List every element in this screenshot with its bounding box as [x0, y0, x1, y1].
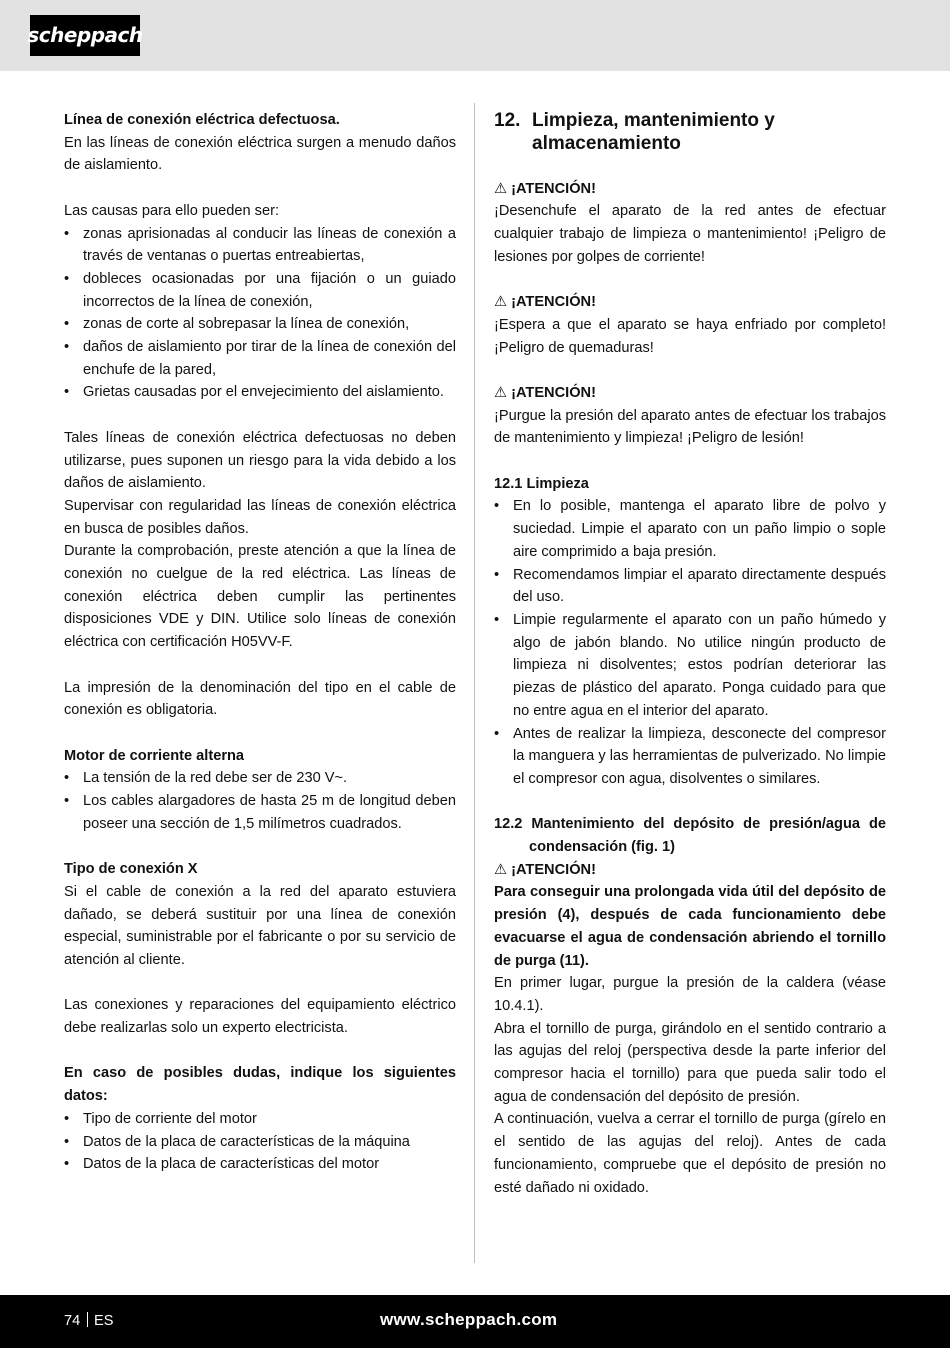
warning-text-bold: Para conseguir una prolongada vida útil del depósito de presión (4), después de cada funcionamiento debe evacuarse el agua de condensación abriendo el tornillo de purga (11). [494, 884, 886, 969]
page-footer [0, 1295, 950, 1348]
warning-triangle-icon: ⚠ [494, 180, 508, 197]
causes-list [64, 223, 456, 405]
warning-text: ¡Espera a que el aparato se haya enfriado por completo! ¡Peligro de quemaduras! [494, 316, 886, 356]
doubt-list [64, 1108, 456, 1176]
causes-intro: Las causas para ello pueden ser: [64, 202, 279, 219]
subsection-title-maintenance: 12.2 Mantenimiento del depósito de presión/agua de condensación (fig. 1) [494, 816, 886, 856]
paragraph: En primer lugar, purgue la presión de la caldera (véase 10.4.1). [494, 975, 886, 1014]
subsection-title-cleaning: 12.1 Limpieza [494, 475, 589, 492]
scheppach-logo: scheppach [30, 15, 140, 56]
list-item: • Antes de realizar la limpieza, desconecte del compresor la manguera y las herramientas de pulverizado. No limpie el compresor con agua, disolventes o similares. [494, 723, 886, 791]
list-item: • Datos de la placa de características de la máquina [64, 1131, 456, 1154]
page-header [0, 0, 950, 71]
warning-triangle-icon: ⚠ [494, 384, 508, 401]
list-item: • En lo posible, mantenga el aparato libre de polvo y suciedad. Limpie el aparato con un paño limpio o sople aire comprimido a baja presión. [494, 495, 886, 563]
section-title [494, 109, 886, 155]
paragraph: Las conexiones y reparaciones del equipamiento eléctrico debe realizarlas solo un experto electricista. [64, 997, 456, 1037]
warning-text: ¡Purgue la presión del aparato antes de efectuar los trabajos de mantenimiento y limpieza! ¡Peligro de lesión! [494, 407, 886, 447]
list-item: • Los cables alargadores de hasta 25 m de longitud deben poseer una sección de 1,5 milímetros cuadrados. [64, 790, 456, 835]
list-item: • La tensión de la red debe ser de 230 V~. [64, 767, 456, 790]
paragraph: A continuación, vuelva a cerrar el tornillo de purga (gírelo en el sentido de las agujas del reloj). Antes de cada funcionamiento, compruebe que el depósito de presión no esté dañado ni oxidado. [494, 1111, 886, 1196]
website-url: www.scheppach.com [380, 1310, 558, 1329]
paragraph: La impresión de la denominación del tipo en el cable de conexión es obligatoria. [64, 679, 456, 719]
right-column [494, 109, 886, 1199]
motor-title: Motor de corriente alterna [64, 747, 245, 764]
list-item: • daños de aislamiento por tirar de la línea de conexión del enchufe de la pared, [64, 336, 456, 381]
paragraph: Durante la comprobación, preste atención a que la línea de conexión no cuelgue de la red eléctrica. Las líneas de conexión eléctrica deben cumplir las pertinentes disposiciones VDE y DIN. Utilice solo líneas de conexión eléctrica con certificación H05VV-F. [64, 543, 456, 651]
warning-triangle-icon: ⚠ [494, 861, 508, 878]
list-item: • Tipo de corriente del motor [64, 1108, 456, 1131]
page-number: 74 [64, 1313, 81, 1329]
defective-cable-text: En las líneas de conexión eléctrica surgen a menudo daños de aislamiento. [64, 134, 456, 174]
warning-heading: ⚠ ¡ATENCIÓN! [494, 384, 596, 401]
section-title-text: Limpieza, mantenimiento y almacenamiento [532, 110, 775, 154]
warning-triangle-icon: ⚠ [494, 294, 508, 311]
list-item: • Datos de la placa de características del motor [64, 1153, 456, 1176]
list-item: • zonas aprisionadas al conducir las líneas de conexión a través de ventanas o puertas entreabiertas, [64, 223, 456, 268]
list-item: • dobleces ocasionadas por una fijación o un guiado incorrectos de la línea de conexión, [64, 268, 456, 313]
language-code: ES [94, 1313, 114, 1329]
section-number: 12. [494, 110, 521, 131]
list-item: • Grietas causadas por el envejecimiento del aislamiento. [64, 381, 456, 404]
doubt-title: En caso de posibles dudas, indique los siguientes datos: [64, 1065, 456, 1105]
paragraph: Supervisar con regularidad las líneas de conexión eléctrica en busca de posibles daños. [64, 497, 456, 537]
paragraph: Si el cable de conexión a la red del aparato estuviera dañado, se deberá sustituir por una línea de conexión especial, suministrable por el fabricante o por su servicio de atención al cliente. [64, 883, 456, 968]
paragraph: Abra el tornillo de purga, girándolo en el sentido contrario a las agujas del reloj (perspectiva desde la parte inferior del compresor hacia el tornillo) para que pueda salir todo el agua de condensación del depósito de presión. [494, 1020, 886, 1105]
warning-text: ¡Desenchufe el aparato de la red antes de efectuar cualquier trabajo de limpieza o mantenimiento! ¡Peligro de lesiones por golpes de corriente! [494, 203, 886, 265]
warning-heading: ⚠ ¡ATENCIÓN! [494, 180, 596, 197]
defective-cable-title: Línea de conexión eléctrica defectuosa. [64, 112, 340, 128]
list-item: • Recomendamos limpiar el aparato directamente después del uso. [494, 564, 886, 609]
connection-x-title: Tipo de conexión X [64, 861, 198, 878]
left-column [64, 109, 456, 1176]
footer-separator [87, 1312, 88, 1327]
list-item: • Limpie regularmente el aparato con un paño húmedo y algo de jabón blando. No utilice ningún producto de limpieza ni disolventes; estos podrían deteriorar las piezas de plástico del aparato. Ponga cuidado para que no entre agua en el interior del aparato. [494, 609, 886, 723]
paragraph: Tales líneas de conexión eléctrica defectuosas no deben utilizarse, pues suponen un riesgo para la vida debido a los daños de aislamiento. [64, 429, 456, 492]
cleaning-list [494, 495, 886, 790]
motor-list [64, 767, 456, 835]
list-item: • zonas de corte al sobrepasar la línea de conexión, [64, 313, 456, 336]
warning-heading: ⚠ ¡ATENCIÓN! [494, 861, 596, 878]
warning-heading: ⚠ ¡ATENCIÓN! [494, 294, 596, 311]
column-divider [474, 103, 475, 1263]
